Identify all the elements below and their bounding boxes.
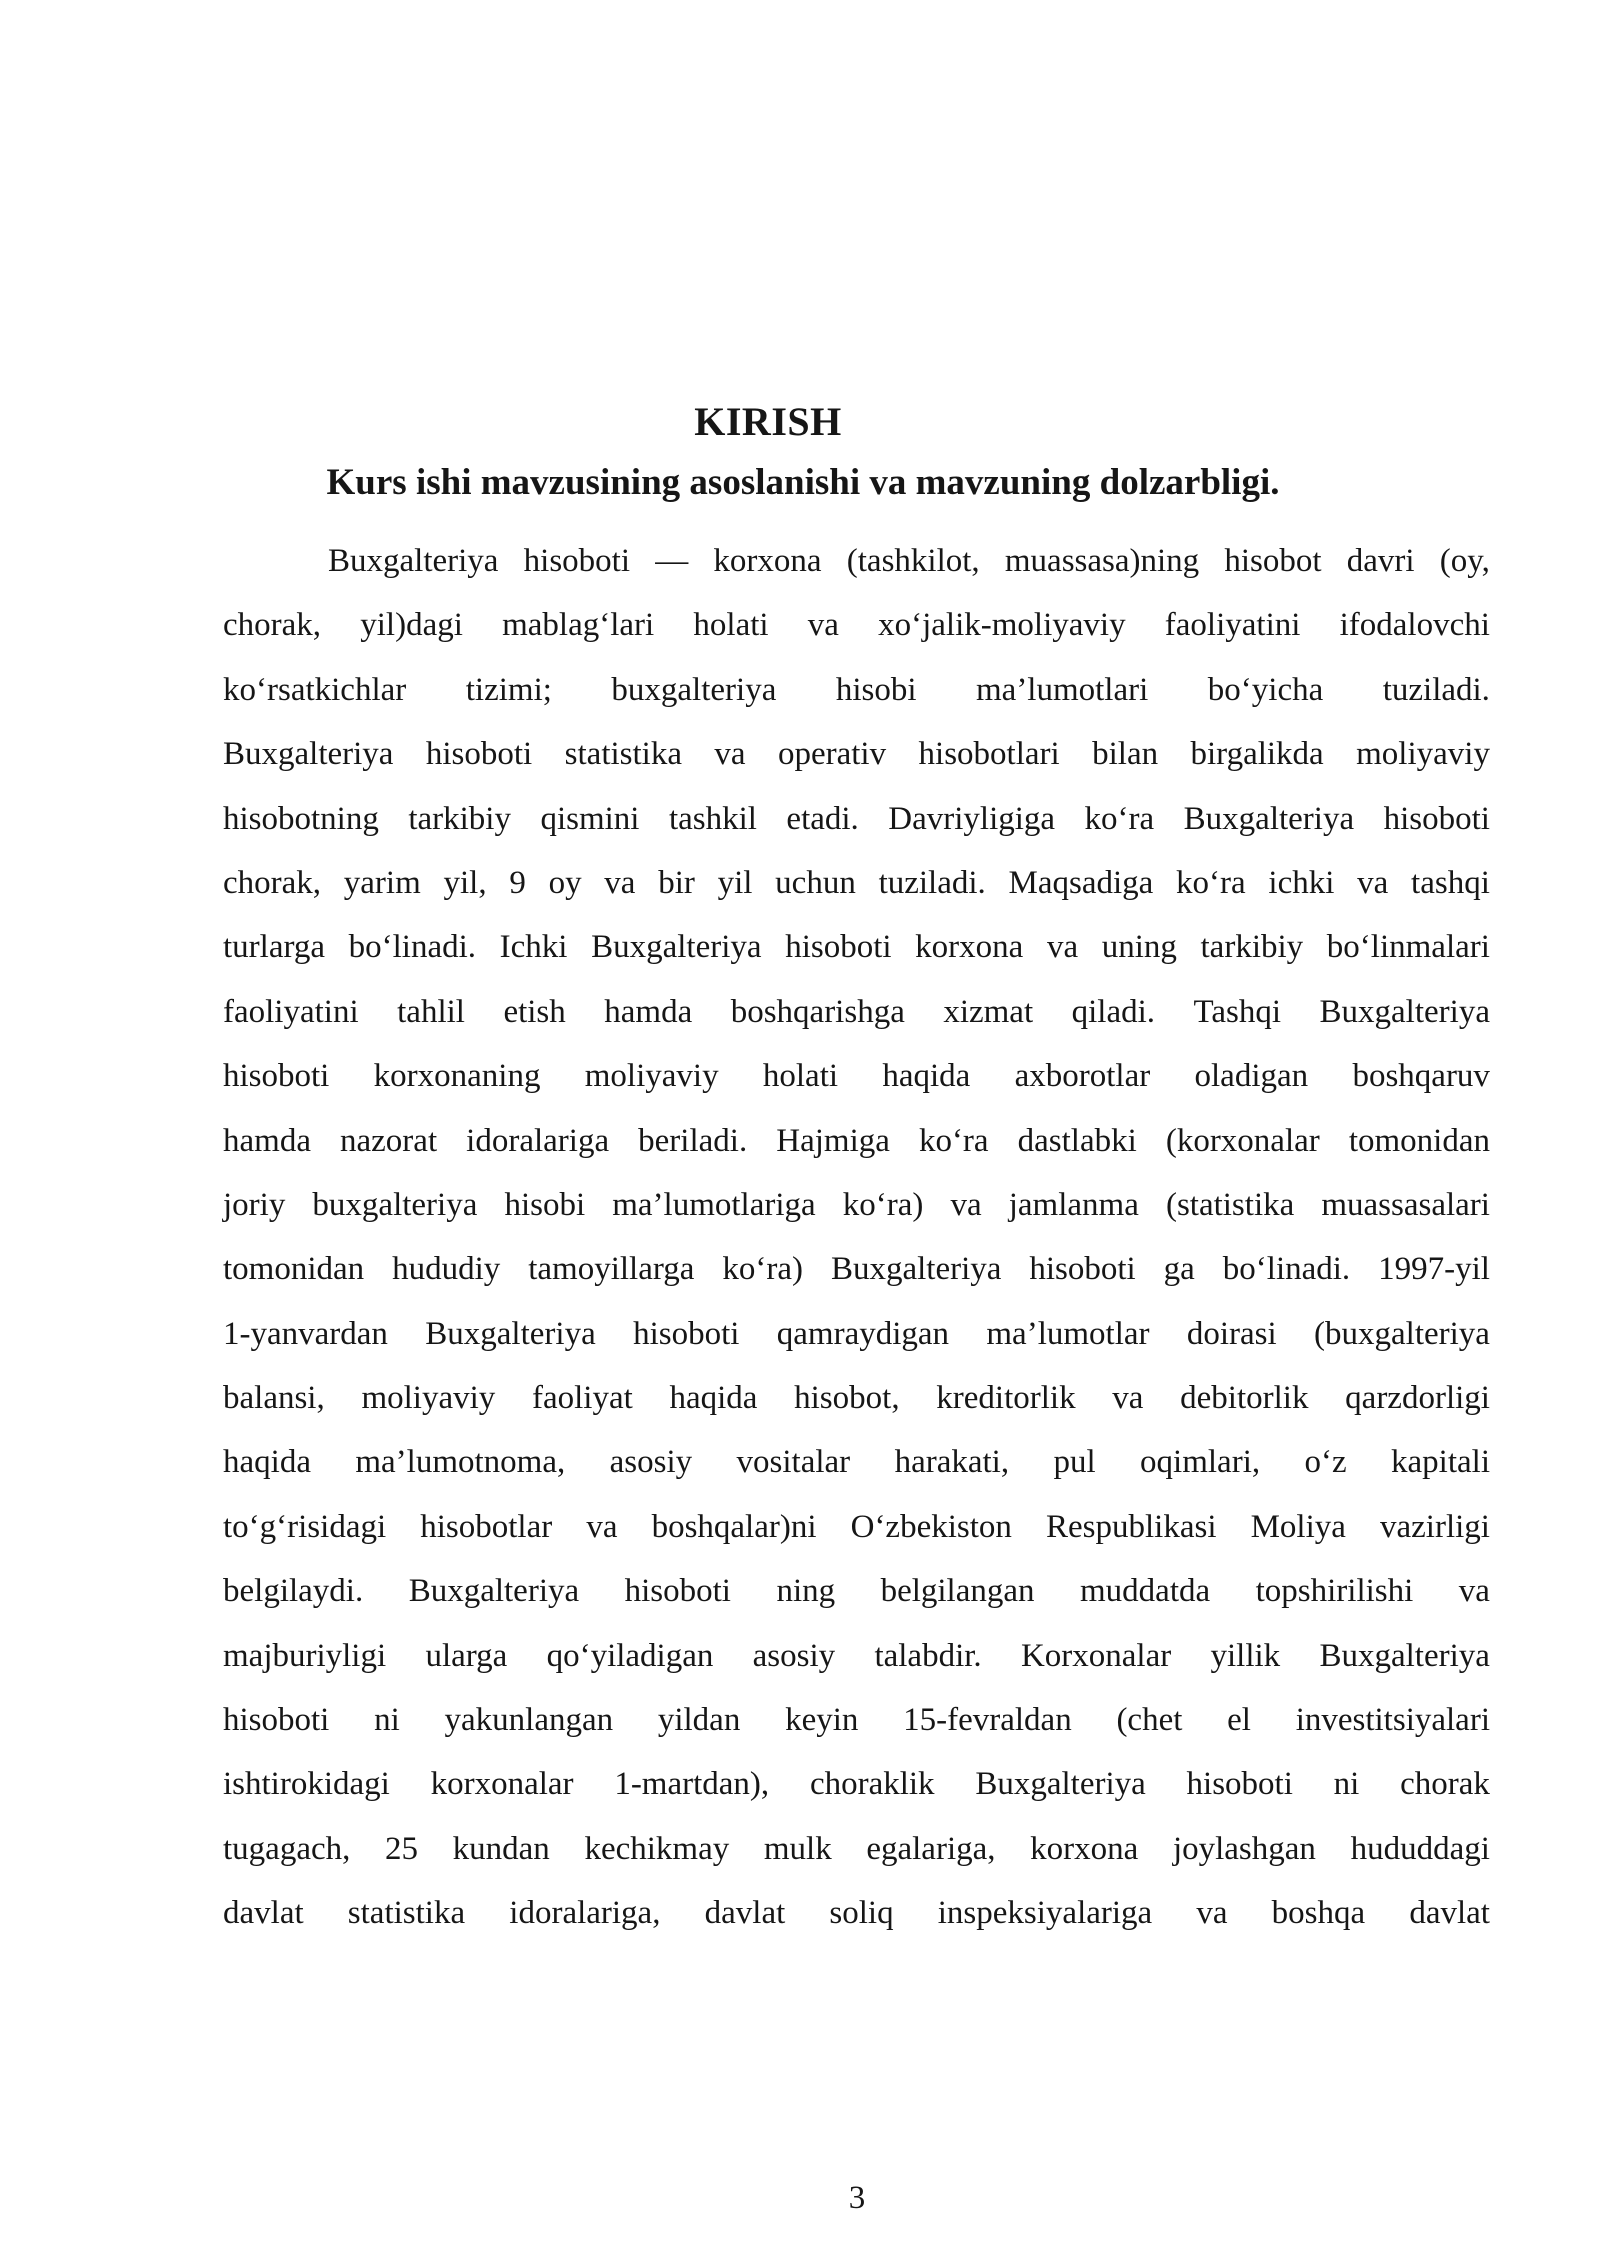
body-word: Ichki xyxy=(499,929,568,966)
body-word: va xyxy=(714,736,746,773)
body-line xyxy=(223,980,1490,1044)
body-word: o‘z xyxy=(1304,1444,1347,1481)
body-word: chorak xyxy=(1400,1766,1490,1803)
body-word: nazorat xyxy=(340,1122,438,1159)
body-word: bo‘linadi. xyxy=(348,929,477,966)
body-word: uning xyxy=(1101,929,1177,966)
body-word: kapitali xyxy=(1391,1444,1490,1481)
body-word: muddatda xyxy=(1080,1573,1211,1610)
body-word: yillik xyxy=(1210,1637,1281,1674)
body-word: boshqa xyxy=(1271,1895,1366,1932)
body-word: jamlanma xyxy=(1008,1186,1139,1223)
body-word: soliq xyxy=(829,1895,894,1932)
body-word: va xyxy=(586,1508,618,1545)
body-word: tomonidan xyxy=(223,1251,365,1288)
body-word: qo‘yiladigan xyxy=(546,1637,714,1674)
body-word: ma’lumotlari xyxy=(976,671,1149,708)
body-word: va xyxy=(1196,1895,1228,1932)
body-word: (oy, xyxy=(1439,543,1490,579)
body-word: (buxgalteriya xyxy=(1314,1315,1490,1352)
body-line xyxy=(223,1109,1490,1173)
body-word: Buxgalteriya xyxy=(1183,800,1355,837)
body-line xyxy=(223,1237,1490,1301)
body-word: va xyxy=(950,1186,982,1223)
body-word: Buxgalteriya xyxy=(1319,1637,1490,1674)
body-word: Hajmiga xyxy=(776,1122,890,1159)
body-word: O‘zbekiston xyxy=(850,1508,1012,1545)
body-word: etish xyxy=(503,993,566,1030)
body-word: hisoboti xyxy=(785,929,892,966)
body-word: tarkibiy xyxy=(1200,929,1304,966)
body-word: va xyxy=(1112,1380,1144,1417)
body-word: Tashqi xyxy=(1193,993,1282,1030)
body-word: muassasalari xyxy=(1321,1186,1490,1223)
body-word: faoliyatini xyxy=(1164,607,1301,644)
body-word: pul xyxy=(1053,1444,1096,1481)
body-line xyxy=(223,1817,1490,1881)
body-word: yarim xyxy=(343,864,421,901)
body-word: va xyxy=(604,864,636,901)
body-word: — xyxy=(655,543,689,579)
body-word: haqida xyxy=(223,1444,311,1481)
body-word: yakunlangan xyxy=(444,1702,614,1739)
body-word: ichki xyxy=(1268,864,1335,901)
body-word: boshqaruv xyxy=(1352,1058,1490,1095)
body-word: bir xyxy=(658,864,695,901)
body-word: moliyaviy xyxy=(361,1380,496,1417)
body-word: vazirligi xyxy=(1380,1508,1490,1545)
body-word: buxgalteriya xyxy=(312,1186,478,1223)
body-line xyxy=(223,593,1490,657)
body-word: 9 xyxy=(509,864,526,901)
body-word: hisoboti xyxy=(523,543,631,579)
body-word: Maqsadiga xyxy=(1008,864,1154,901)
body-word: axborotlar xyxy=(1014,1058,1151,1095)
page-title: KIRISH xyxy=(694,399,842,444)
body-word: belgilaydi. xyxy=(223,1573,364,1610)
body-word: ko‘ra xyxy=(1084,800,1155,837)
body-word: hududdagi xyxy=(1350,1830,1490,1867)
body-word: xo‘jalik-moliyaviy xyxy=(878,607,1126,644)
body-word: Buxgalteriya xyxy=(328,543,499,579)
body-word: hisobot xyxy=(1224,543,1322,579)
body-word: hisobi xyxy=(504,1186,586,1223)
body-word: el xyxy=(1227,1702,1251,1739)
body-word: (korxonalar xyxy=(1165,1122,1320,1159)
body-word: davlat xyxy=(704,1895,786,1932)
body-word: yil xyxy=(717,864,753,901)
body-word: Buxgalteriya xyxy=(425,1315,596,1352)
body-word: haqida xyxy=(669,1380,758,1417)
body-line xyxy=(223,1302,1490,1366)
body-word: asosiy xyxy=(609,1444,693,1481)
body-word: joylashgan xyxy=(1172,1830,1316,1867)
body-word: uchun xyxy=(775,864,856,901)
body-word: ifodalovchi xyxy=(1339,607,1490,644)
body-word: doirasi xyxy=(1186,1315,1277,1352)
body-word: va xyxy=(1458,1573,1490,1610)
body-word: mablag‘lari xyxy=(502,607,655,644)
body-word: buxgalteriya xyxy=(611,671,777,708)
body-word: kreditorlik xyxy=(936,1380,1076,1417)
body-word: boshqarishga xyxy=(730,993,905,1030)
body-word: ga xyxy=(1163,1251,1195,1288)
body-word: hisoboti xyxy=(1029,1251,1136,1288)
body-word: hisoboti xyxy=(624,1573,731,1610)
body-word: Buxgalteriya xyxy=(223,736,394,773)
body-word: chorak, xyxy=(223,607,322,644)
body-word: muassasa)ning xyxy=(1004,543,1200,579)
body-word: hisoboti xyxy=(425,736,533,773)
body-word: yil)dagi xyxy=(360,607,463,644)
body-word: oqimlari, xyxy=(1140,1444,1261,1481)
body-word: statistika xyxy=(564,736,682,773)
body-word: talabdir. xyxy=(874,1637,982,1674)
body-word: vositalar xyxy=(736,1444,851,1481)
body-word: holati xyxy=(693,607,769,644)
body-word: ma’lumotlar xyxy=(986,1315,1150,1352)
body-word: ishtirokidagi xyxy=(223,1766,390,1803)
body-line xyxy=(223,1559,1490,1623)
body-word: hisoboti xyxy=(1383,800,1490,837)
body-word: hisoboti xyxy=(633,1315,740,1352)
body-word: faoliyatini xyxy=(223,993,359,1030)
body-word: kechikmay xyxy=(584,1830,730,1867)
body-word: (tashkilot, xyxy=(846,543,980,579)
body-word: Respublikasi xyxy=(1046,1508,1217,1545)
body-line xyxy=(223,915,1490,979)
body-word: tuziladi. xyxy=(1382,671,1490,708)
body-word: korxona xyxy=(915,929,1024,966)
body-word: ularga xyxy=(425,1637,508,1674)
page-number: 3 xyxy=(848,2180,866,2216)
body-word: ma’lumotnoma, xyxy=(355,1444,566,1481)
body-line xyxy=(223,1495,1490,1559)
body-word: ko‘ra xyxy=(1176,864,1246,901)
body-word: boshqalar)ni xyxy=(651,1508,817,1545)
body-line xyxy=(223,1624,1490,1688)
body-word: etadi. xyxy=(786,800,859,837)
body-word: korxonaning xyxy=(373,1058,541,1095)
body-word: idoralariga, xyxy=(509,1895,661,1932)
body-word: dastlabki xyxy=(1017,1122,1137,1159)
body-word: ko‘ra) xyxy=(842,1186,924,1223)
body-word: Korxonalar xyxy=(1020,1637,1172,1674)
body-word: operativ xyxy=(777,736,887,773)
body-word: bo‘yicha xyxy=(1207,671,1324,708)
body-word: va xyxy=(1357,864,1389,901)
body-word: Davriyligiga xyxy=(888,800,1056,837)
body-word: ko‘ra xyxy=(918,1122,989,1159)
body-word: investitsiyalari xyxy=(1295,1702,1490,1739)
body-word: hamda xyxy=(604,993,693,1030)
body-word: Buxgalteriya xyxy=(830,1251,1002,1288)
body-word: egalariga, xyxy=(866,1830,996,1867)
body-word: harakati, xyxy=(894,1444,1010,1481)
body-word: holati xyxy=(762,1058,839,1095)
body-word: tahlil xyxy=(397,993,465,1030)
body-word: statistika xyxy=(347,1895,466,1932)
body-word: bo‘linadi. xyxy=(1222,1251,1351,1288)
body-word: 1-yanvardan xyxy=(223,1315,388,1352)
body-word: va xyxy=(1046,929,1079,966)
body-word: moliyaviy xyxy=(584,1058,719,1095)
body-word: hisoboti xyxy=(1186,1766,1293,1803)
body-line xyxy=(223,1688,1490,1752)
body-word: qarzdorligi xyxy=(1345,1380,1490,1417)
body-word: tugagach, xyxy=(223,1830,351,1867)
body-word: qiladi. xyxy=(1071,993,1156,1030)
body-word: (statistika xyxy=(1165,1186,1295,1223)
body-word: kundan xyxy=(452,1830,550,1867)
body-word: korxonalar xyxy=(430,1766,574,1803)
body-line xyxy=(223,658,1490,722)
body-word: mulk xyxy=(763,1830,832,1867)
body-word: davlat xyxy=(1409,1895,1490,1932)
body-word: oladigan xyxy=(1194,1058,1309,1095)
body-word: Buxgalteriya xyxy=(408,1573,580,1610)
body-word: hamda xyxy=(223,1122,311,1159)
body-word: hisoboti xyxy=(223,1702,330,1739)
body-word: Moliya xyxy=(1250,1508,1346,1545)
body-word: joriy xyxy=(223,1186,286,1223)
body-line xyxy=(223,1752,1490,1816)
body-word: bilan xyxy=(1092,736,1159,773)
body-word: haqida xyxy=(882,1058,971,1095)
body-word: hisoboti xyxy=(223,1058,330,1095)
section-heading: Kurs ishi mavzusining asoslanishi va mavzuning dolzarbligi. xyxy=(326,462,1280,503)
body-word: tamoyillarga xyxy=(528,1251,695,1288)
body-line xyxy=(223,787,1490,851)
body-word: Buxgalteriya xyxy=(975,1766,1146,1803)
body-word: moliyaviy xyxy=(1356,736,1490,773)
body-word: idoralariga xyxy=(466,1122,610,1159)
body-word: birgalikda xyxy=(1190,736,1324,773)
body-word: keyin xyxy=(785,1702,859,1739)
body-word: 15-fevraldan xyxy=(903,1702,1072,1739)
body-line xyxy=(223,1366,1490,1430)
body-word: inspeksiyalariga xyxy=(937,1895,1153,1932)
body-word: topshirilishi xyxy=(1255,1573,1414,1610)
body-word: hisobotlar xyxy=(420,1508,553,1545)
body-line xyxy=(223,1881,1490,1945)
body-word: Buxgalteriya xyxy=(591,929,762,966)
body-word: beriladi. xyxy=(638,1122,748,1159)
body-word: ko‘rsatkichlar xyxy=(223,671,407,708)
body-word: davri xyxy=(1346,543,1415,579)
body-word: 25 xyxy=(385,1830,418,1867)
body-word: debitorlik xyxy=(1180,1380,1309,1417)
body-word: hisobotlari xyxy=(918,736,1060,773)
body-word: balansi, xyxy=(223,1380,325,1417)
body-word: va xyxy=(807,607,839,644)
body-word: tashqi xyxy=(1411,864,1490,901)
body-word: korxona xyxy=(713,543,822,579)
body-word: turlarga xyxy=(223,929,326,966)
body-word: davlat xyxy=(223,1895,304,1932)
body-word: hisobotning xyxy=(223,800,379,837)
body-word: bo‘linmalari xyxy=(1326,929,1490,966)
body-word: 1-martdan), xyxy=(614,1766,770,1803)
body-word: qamraydigan xyxy=(776,1315,950,1352)
body-word: Buxgalteriya xyxy=(1319,993,1490,1030)
body-word: tomonidan xyxy=(1348,1122,1490,1159)
body-word: tarkibiy xyxy=(408,800,511,837)
body-word: (chet xyxy=(1116,1702,1183,1739)
body-word: tizimi; xyxy=(465,671,552,708)
body-word: xizmat xyxy=(943,993,1034,1030)
body-word: korxona xyxy=(1030,1830,1139,1867)
body-line xyxy=(223,722,1490,786)
body-word: belgilangan xyxy=(880,1573,1035,1610)
body-word: ni xyxy=(1333,1766,1360,1803)
body-word: to‘g‘risidagi xyxy=(223,1508,387,1545)
body-line xyxy=(223,529,1490,593)
body-word: oy xyxy=(548,864,582,901)
body-line xyxy=(223,1173,1490,1237)
body-line xyxy=(223,1044,1490,1108)
body-line xyxy=(223,1430,1490,1494)
body-word: qismini xyxy=(540,800,640,837)
body-word: choraklik xyxy=(809,1766,935,1803)
body-word: hisobi xyxy=(835,671,917,708)
body-word: ning xyxy=(776,1573,836,1610)
body-word: 1997-yil xyxy=(1378,1251,1490,1288)
body-word: ko‘ra) xyxy=(722,1251,803,1288)
body-paragraph xyxy=(223,529,1490,1946)
body-line xyxy=(223,851,1490,915)
body-word: yildan xyxy=(657,1702,741,1739)
body-word: ni xyxy=(374,1702,400,1739)
body-word: faoliyat xyxy=(531,1380,633,1417)
body-word: hududiy xyxy=(392,1251,501,1288)
body-word: majburiyligi xyxy=(223,1637,387,1674)
body-word: hisobot, xyxy=(794,1380,900,1417)
body-word: tashkil xyxy=(668,800,757,837)
body-word: chorak, xyxy=(223,864,322,901)
body-word: asosiy xyxy=(752,1637,836,1674)
body-word: yil, xyxy=(443,864,487,901)
body-word: ma’lumotlariga xyxy=(612,1186,816,1223)
body-word: tuziladi. xyxy=(878,864,986,901)
